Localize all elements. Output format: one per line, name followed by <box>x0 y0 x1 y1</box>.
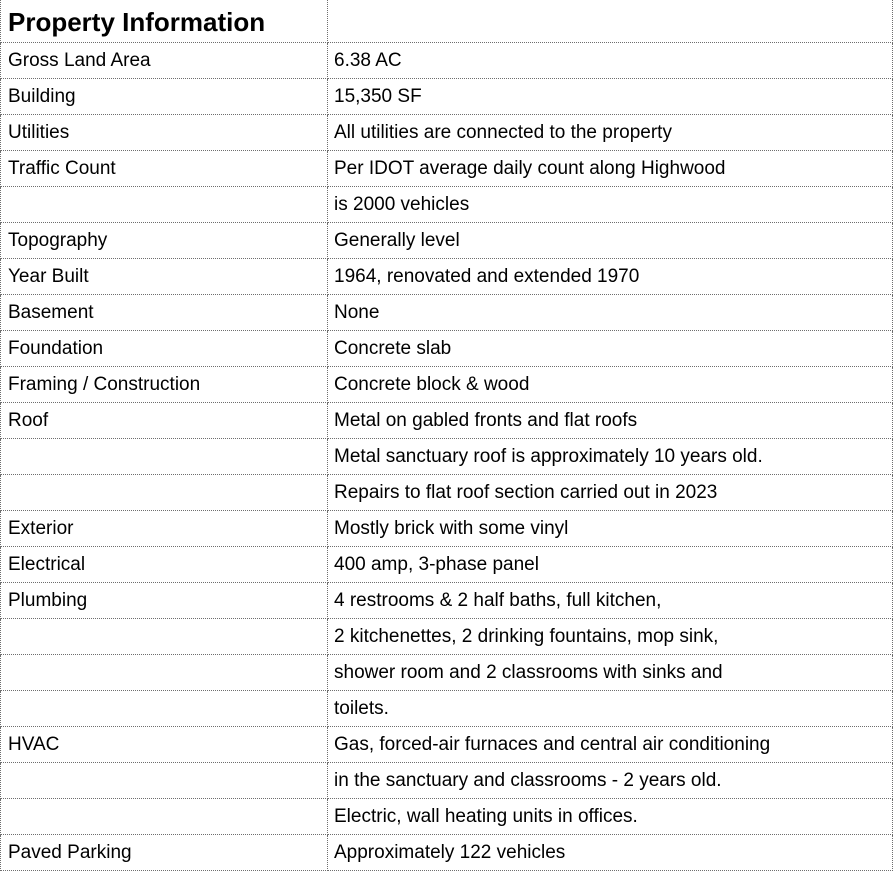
row-label: Building <box>1 78 328 114</box>
table-row <box>1 654 893 690</box>
row-value: Mostly brick with some vinyl <box>328 510 893 546</box>
table-row <box>1 366 893 402</box>
table-row <box>1 258 893 294</box>
row-value: toilets. <box>328 690 893 726</box>
row-value: in the sanctuary and classrooms - 2 years old. <box>328 762 893 798</box>
row-value: 6.38 AC <box>328 42 893 78</box>
table-row <box>1 474 893 510</box>
table-row <box>1 510 893 546</box>
table-row <box>1 222 893 258</box>
table-row <box>1 294 893 330</box>
row-label: Traffic Count <box>1 150 328 186</box>
title-row <box>1 0 893 42</box>
row-value: Metal on gabled fronts and flat roofs <box>328 402 893 438</box>
row-label: Foundation <box>1 330 328 366</box>
table-row <box>1 618 893 654</box>
row-value: Electric, wall heating units in offices. <box>328 798 893 834</box>
table-row <box>1 42 893 78</box>
row-label: Exterior <box>1 510 328 546</box>
row-label <box>1 186 328 222</box>
row-value: All utilities are connected to the property <box>328 114 893 150</box>
table-row <box>1 114 893 150</box>
table-row <box>1 402 893 438</box>
row-label <box>1 654 328 690</box>
title-row-empty-cell <box>328 0 893 42</box>
row-value: shower room and 2 classrooms with sinks and <box>328 654 893 690</box>
table-row <box>1 798 893 834</box>
table-row <box>1 546 893 582</box>
row-value: Per IDOT average daily count along Highwood <box>328 150 893 186</box>
row-value: Gas, forced-air furnaces and central air conditioning <box>328 726 893 762</box>
table-row <box>1 726 893 762</box>
row-label: Year Built <box>1 258 328 294</box>
row-value: Generally level <box>328 222 893 258</box>
table-row <box>1 834 893 870</box>
table-row <box>1 582 893 618</box>
table-row <box>1 438 893 474</box>
row-value: 400 amp, 3-phase panel <box>328 546 893 582</box>
row-label <box>1 798 328 834</box>
row-value: is 2000 vehicles <box>328 186 893 222</box>
row-value: 1964, renovated and extended 1970 <box>328 258 893 294</box>
row-label: Electrical <box>1 546 328 582</box>
row-label: Topography <box>1 222 328 258</box>
table-row <box>1 150 893 186</box>
row-label <box>1 618 328 654</box>
row-label: Framing / Construction <box>1 366 328 402</box>
row-label: Roof <box>1 402 328 438</box>
row-label: Paved Parking <box>1 834 328 870</box>
table-row <box>1 186 893 222</box>
table-row <box>1 690 893 726</box>
row-value: 2 kitchenettes, 2 drinking fountains, mop sink, <box>328 618 893 654</box>
table-row <box>1 330 893 366</box>
table-title: Property Information <box>1 0 328 42</box>
row-value: Approximately 122 vehicles <box>328 834 893 870</box>
row-label <box>1 690 328 726</box>
row-label: Gross Land Area <box>1 42 328 78</box>
row-value: Metal sanctuary roof is approximately 10 years old. <box>328 438 893 474</box>
table-row <box>1 78 893 114</box>
row-label: Plumbing <box>1 582 328 618</box>
row-label <box>1 438 328 474</box>
table-row <box>1 762 893 798</box>
row-value: Concrete slab <box>328 330 893 366</box>
row-label: HVAC <box>1 726 328 762</box>
row-label <box>1 474 328 510</box>
row-label: Utilities <box>1 114 328 150</box>
row-value: 15,350 SF <box>328 78 893 114</box>
row-value: Concrete block & wood <box>328 366 893 402</box>
row-value: 4 restrooms & 2 half baths, full kitchen, <box>328 582 893 618</box>
row-value: Repairs to flat roof section carried out in 2023 <box>328 474 893 510</box>
row-label <box>1 762 328 798</box>
row-value: None <box>328 294 893 330</box>
row-label: Basement <box>1 294 328 330</box>
